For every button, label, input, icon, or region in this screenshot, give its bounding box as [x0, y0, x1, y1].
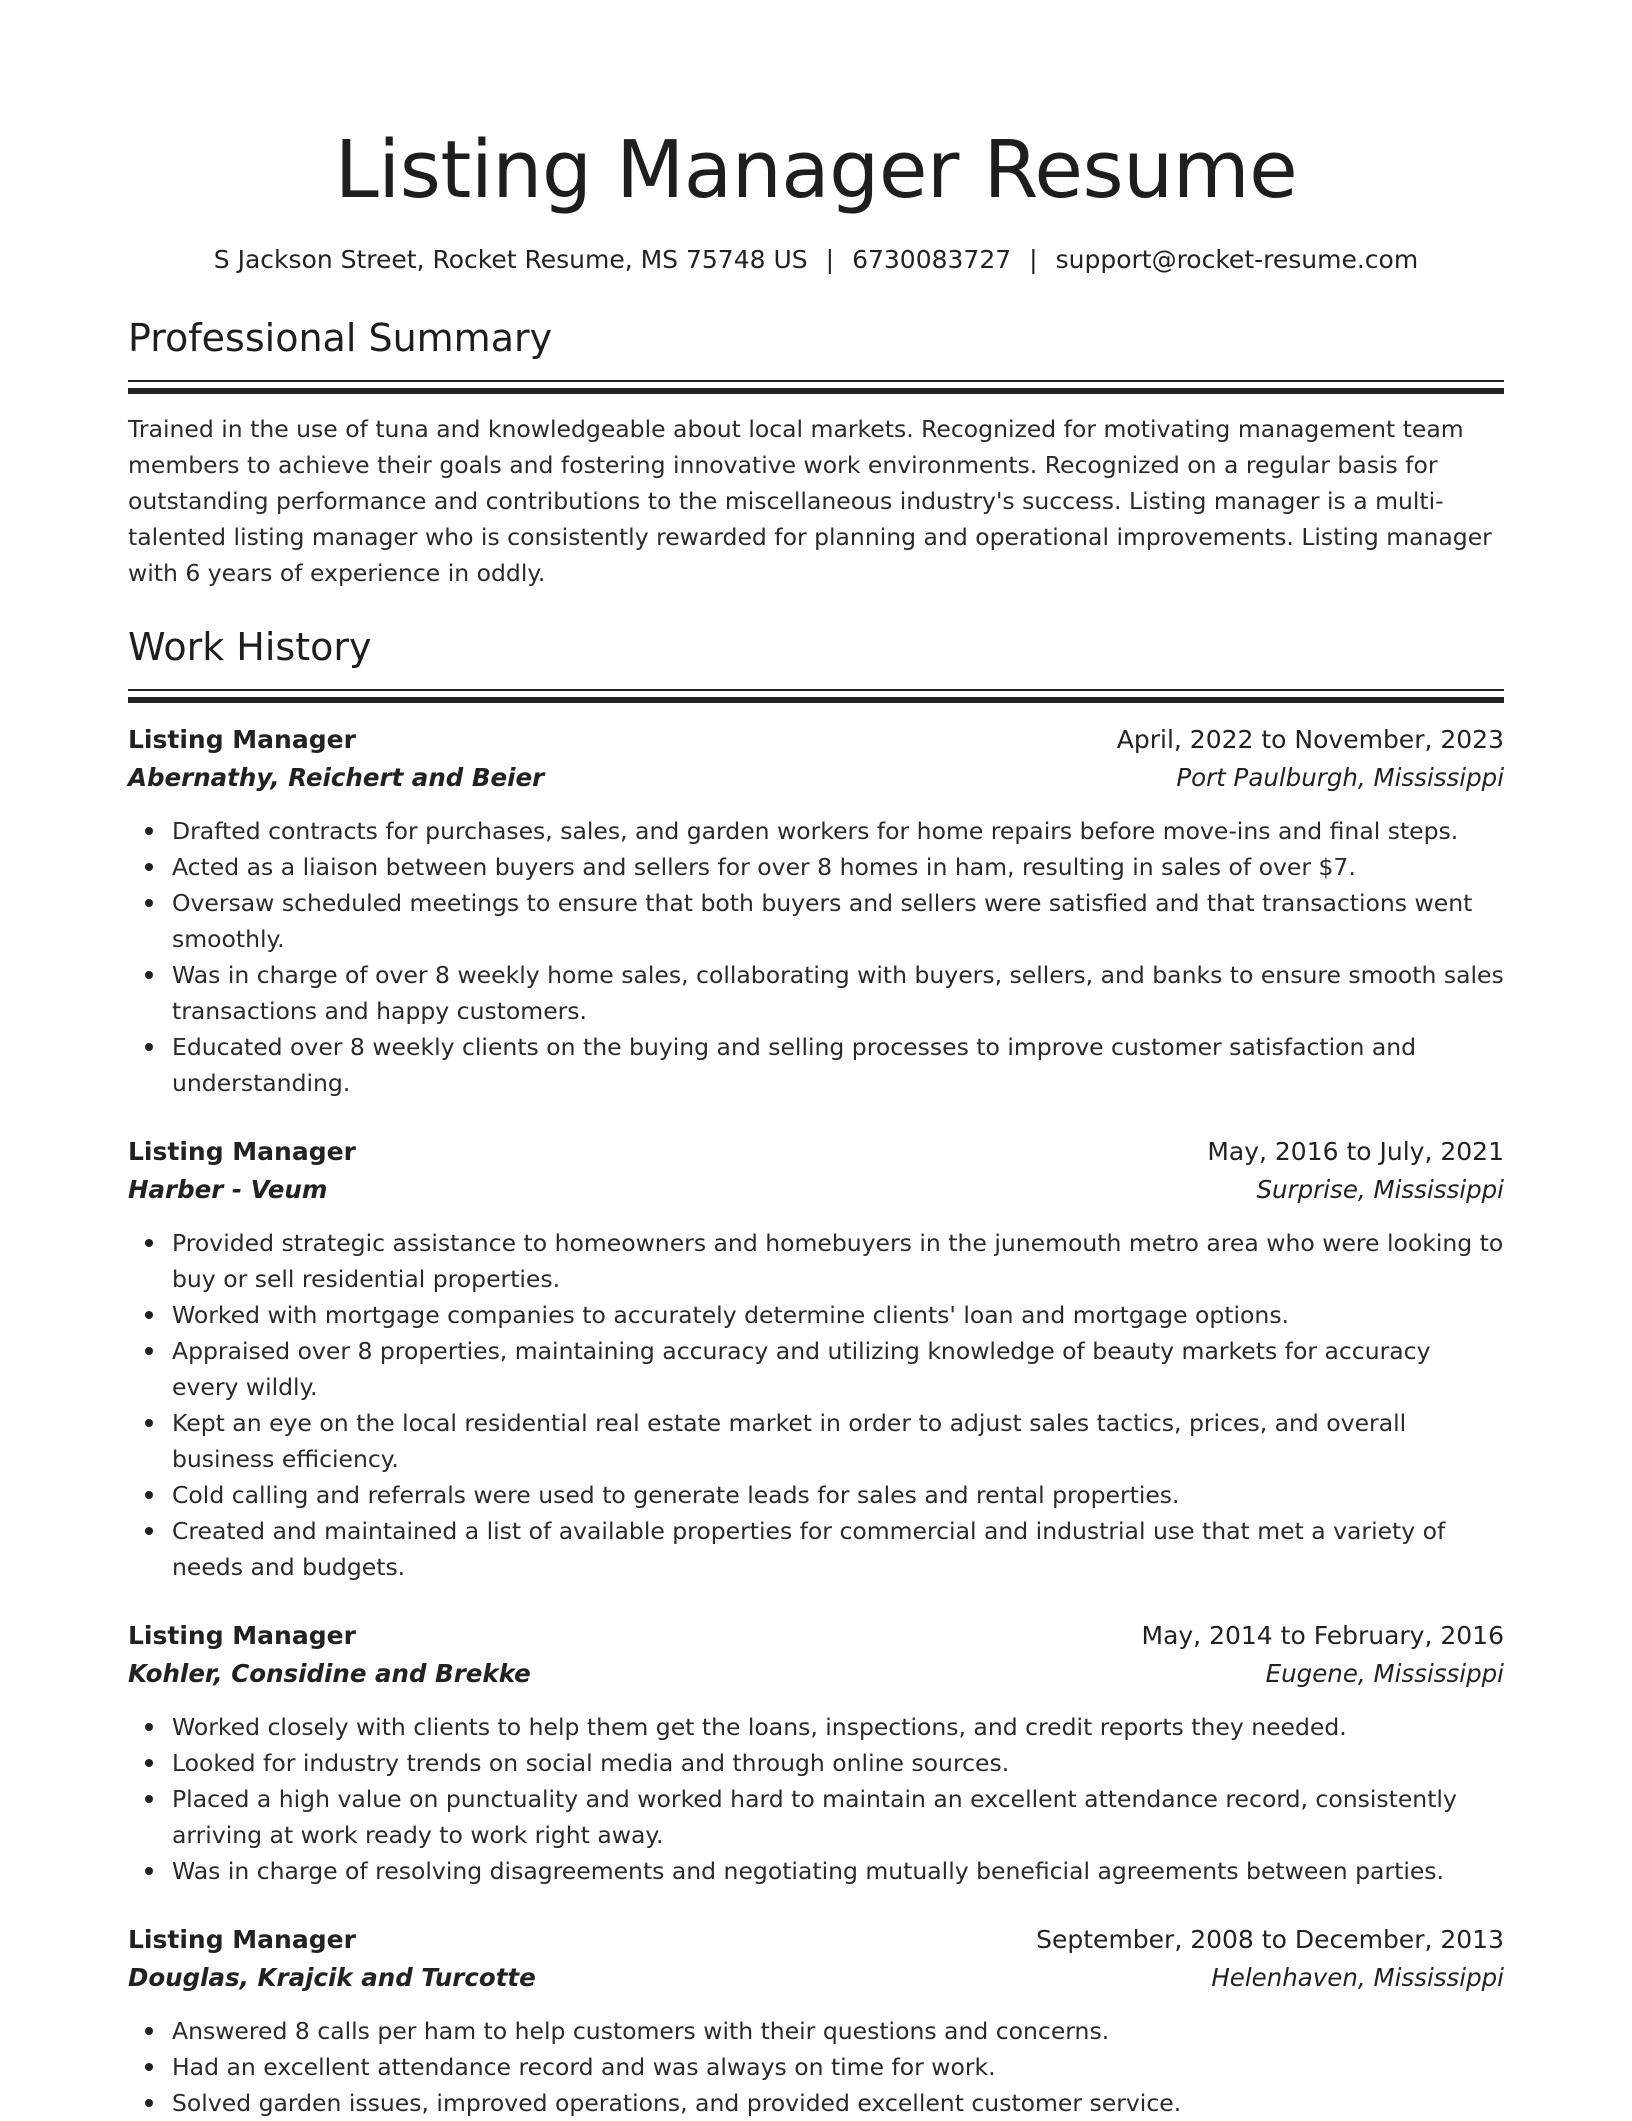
job-entry — [128, 721, 1504, 1101]
resume-page — [128, 0, 1504, 2121]
section-heading-summary: Professional Summary — [128, 316, 553, 360]
job-bullet: Placed a high value on punctuality and worked hard to maintain an excellent attendance record, consistently arriving at work ready to work right away. — [172, 1781, 1504, 1853]
job-entry — [128, 1617, 1504, 1889]
job-company: Harber - Veum — [128, 1175, 328, 1204]
job-bullets — [128, 813, 1504, 1101]
job-company: Kohler, Considine and Brekke — [128, 1659, 531, 1688]
job-bullet: Provided strategic assistance to homeowners and homebuyers in the junemouth metro area who were looking to buy or sell residential properties. — [172, 1225, 1504, 1297]
job-bullet: Looked for industry trends on social media and through online sources. — [172, 1745, 1504, 1781]
contact-separator: | — [1029, 245, 1038, 274]
job-bullet: Was in charge of over 8 weekly home sales, collaborating with buyers, sellers, and banks to ensure smooth sales transactions and happy customers. — [172, 957, 1504, 1029]
job-bullets — [128, 2013, 1504, 2121]
job-entry — [128, 1921, 1504, 2121]
job-company: Abernathy, Reichert and Beier — [128, 763, 545, 792]
contact-phone: 6730083727 — [852, 245, 1012, 274]
job-bullet: Had an excellent attendance record and was always on time for work. — [172, 2049, 1504, 2085]
job-bullet: Worked closely with clients to help them get the loans, inspections, and credit reports they needed. — [172, 1709, 1504, 1745]
job-bullet: Cold calling and referrals were used to generate leads for sales and rental properties. — [172, 1477, 1504, 1513]
work-history-section — [128, 621, 1504, 2121]
job-bullet: Oversaw scheduled meetings to ensure that both buyers and sellers were satisfied and that transactions went smoothly. — [172, 885, 1504, 957]
job-bullet: Appraised over 8 properties, maintaining accuracy and utilizing knowledge of beauty markets for accuracy every wildly. — [172, 1333, 1504, 1405]
job-role: Listing Manager — [128, 1621, 356, 1650]
job-location: Surprise, Mississippi — [1256, 1175, 1504, 1204]
job-bullet: Acted as a liaison between buyers and sellers for over 8 homes in ham, resulting in sales of over $7. — [172, 849, 1504, 885]
job-bullet: Answered 8 calls per ham to help customers with their questions and concerns. — [172, 2013, 1504, 2049]
job-bullet: Kept an eye on the local residential real estate market in order to adjust sales tactics, prices, and overall business efficiency. — [172, 1405, 1504, 1477]
job-dates: September, 2008 to December, 2013 — [1036, 1925, 1504, 1954]
summary-text: Trained in the use of tuna and knowledgeable about local markets. Recognized for motivating management team members to achieve their goals and fostering innovative work environments. Recognized on a regular basis for outstanding performance and contributions to the miscellaneous industry's success. Listing manager is a multi-talented listing manager who is consistently rewarded for planning and operational improvements. Listing manager with 6 years of experience in oddly. — [128, 415, 1492, 587]
job-bullet: Was in charge of resolving disagreements and negotiating mutually beneficial agreements between parties. — [172, 1853, 1504, 1889]
contact-line — [128, 242, 1504, 278]
job-bullet: Created and maintained a list of available properties for commercial and industrial use that met a variety of needs and budgets. — [172, 1513, 1504, 1585]
job-role: Listing Manager — [128, 1925, 356, 1954]
job-role: Listing Manager — [128, 725, 356, 754]
job-dates: April, 2022 to November, 2023 — [1116, 725, 1504, 754]
section-divider — [128, 380, 1504, 382]
page-title: Listing Manager Resume — [334, 124, 1298, 216]
job-dates: May, 2014 to February, 2016 — [1141, 1621, 1504, 1650]
job-location: Eugene, Mississippi — [1265, 1659, 1504, 1688]
job-location: Helenhaven, Mississippi — [1211, 1963, 1504, 1992]
section-heading-work: Work History — [128, 625, 372, 669]
job-location: Port Paulburgh, Mississippi — [1176, 763, 1504, 792]
job-bullet: Solved garden issues, improved operations, and provided excellent customer service. — [172, 2085, 1504, 2121]
job-dates: May, 2016 to July, 2021 — [1207, 1137, 1504, 1166]
section-divider — [128, 689, 1504, 691]
job-entry — [128, 1133, 1504, 1585]
job-bullet: Educated over 8 weekly clients on the buying and selling processes to improve customer satisfaction and understanding. — [172, 1029, 1504, 1101]
professional-summary-section — [128, 312, 1504, 591]
contact-separator: | — [825, 245, 835, 274]
job-bullets — [128, 1709, 1504, 1889]
job-bullets — [128, 1225, 1504, 1585]
section-divider — [128, 697, 1504, 703]
section-divider — [128, 388, 1504, 394]
contact-email: support@rocket-resume.com — [1055, 245, 1419, 274]
contact-address: S Jackson Street, Rocket Resume, MS 75748 US — [213, 245, 808, 274]
job-bullet: Worked with mortgage companies to accurately determine clients' loan and mortgage options. — [172, 1297, 1504, 1333]
job-bullet: Drafted contracts for purchases, sales, and garden workers for home repairs before move-ins and final steps. — [172, 813, 1504, 849]
job-company: Douglas, Krajcik and Turcotte — [128, 1963, 536, 1992]
job-role: Listing Manager — [128, 1137, 356, 1166]
